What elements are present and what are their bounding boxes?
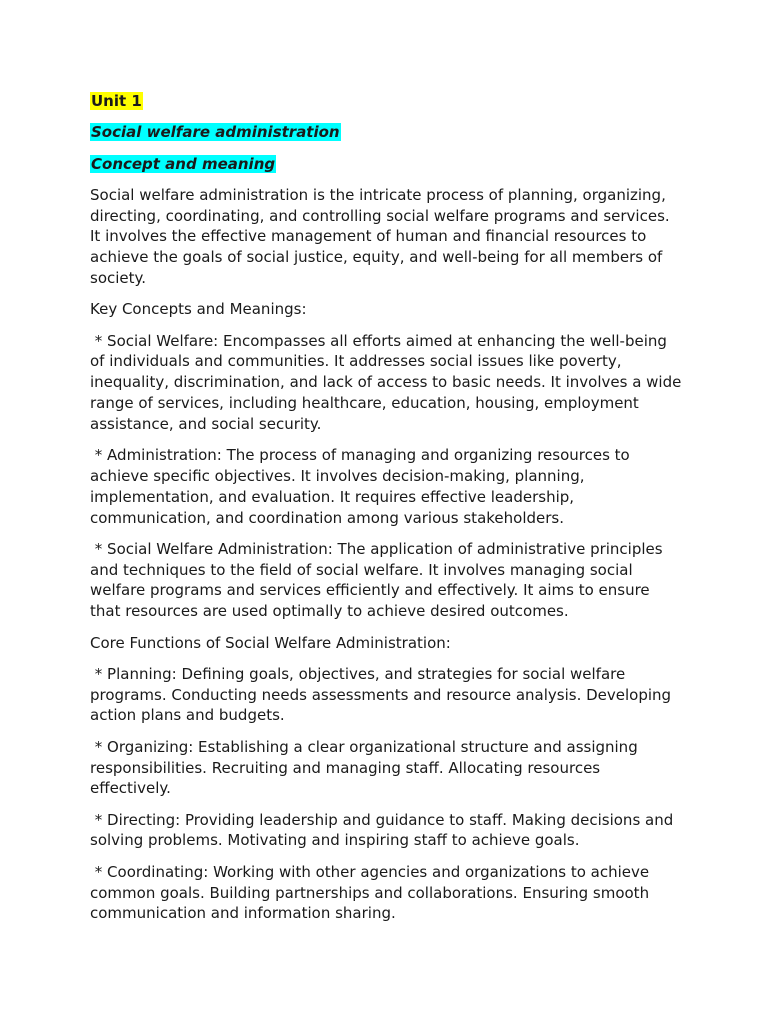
- unit-heading: [90, 91, 682, 112]
- key-concept-item: * Social Welfare: Encompasses all efforts aimed at enhancing the well-being of individuals and communities. It addresses social issues like poverty, inequality, discrimination, and lack of access to basic needs. It involves a wide range of services, including healthcare, education, housing, employment assistance, and social security.: [90, 331, 687, 433]
- key-concept-item: * Social Welfare Administration: The application of administrative principles and techniques to the field of social welfare. It involves managing social welfare programs and services efficiently and effectively. It aims to ensure that resources are used optimally to achieve desired outcomes.: [90, 539, 668, 621]
- core-functions-heading: Core Functions of Social Welfare Administration:: [90, 633, 451, 652]
- document-subtitle-text: Concept and meaning: [91, 154, 276, 173]
- document-subtitle: [90, 154, 682, 175]
- document-title: [90, 122, 682, 143]
- document-page: [90, 91, 687, 935]
- core-function-item: * Coordinating: Working with other agencies and organizations to achieve common goals. Building partnerships and collaborations. Ensuring smooth communication and information sharing.: [90, 862, 654, 923]
- key-concepts-heading: Key Concepts and Meanings:: [90, 300, 307, 319]
- key-concept-item: * Administration: The process of managing and organizing resources to achieve specific objectives. It involves decision-making, planning, implementation, and evaluation. It requires effective leadership, communication, and coordination among various stakeholders.: [90, 446, 635, 527]
- core-function-item: * Directing: Providing leadership and guidance to staff. Making decisions and solving problems. Motivating and inspiring staff to achieve goals.: [90, 810, 679, 850]
- document-title-text: Social welfare administration: [91, 123, 340, 142]
- unit-heading-text: Unit 1: [91, 92, 142, 110]
- core-function-item: * Planning: Defining goals, objectives, and strategies for social welfare programs. Conducting needs assessments and resource analysis. Developing action plans and budgets.: [90, 664, 676, 725]
- core-function-item: * Organizing: Establishing a clear organizational structure and assigning responsibilities. Recruiting and managing staff. Allocating resources effectively.: [90, 737, 643, 798]
- intro-paragraph: Social welfare administration is the intricate process of planning, organizing, directing, coordinating, and controlling social welfare programs and services. It involves the effective management of human and financial resources to achieve the goals of social justice, equity, and well-being for all members of society.: [90, 185, 670, 288]
